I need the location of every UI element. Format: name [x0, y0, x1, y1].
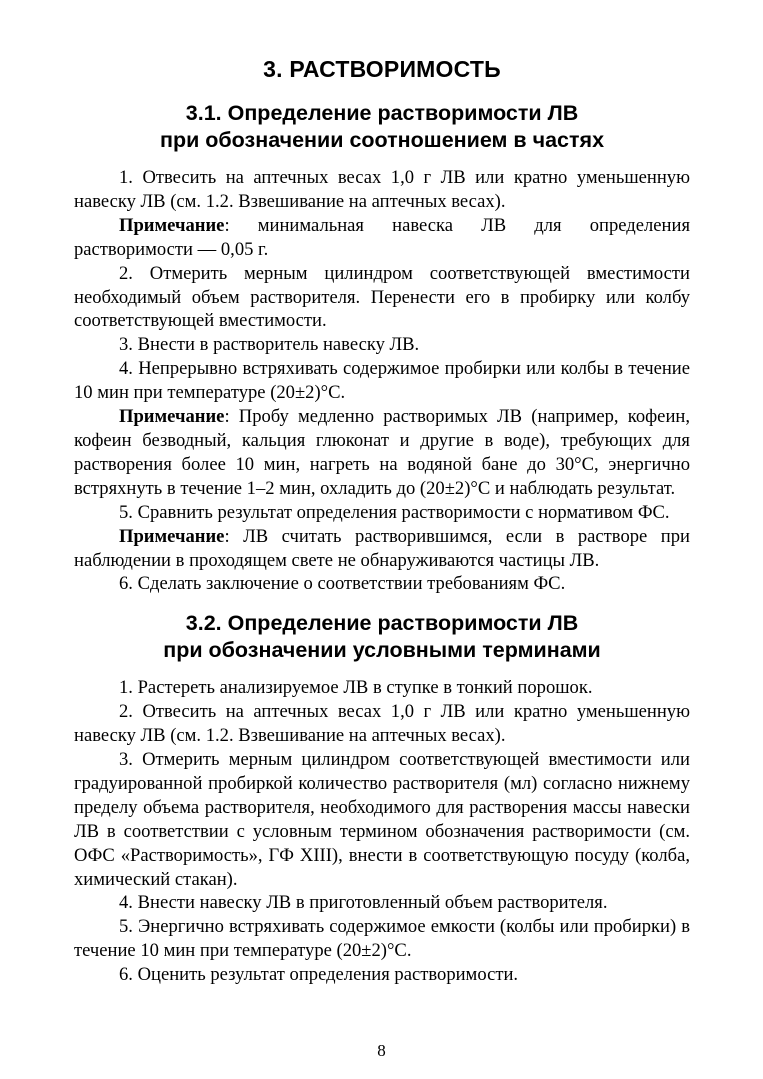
- section-1-paragraph: [74, 572, 690, 596]
- note-label: Примечание: [119, 214, 225, 236]
- paragraph-text: 1. Отвесить на аптечных весах 1,0 г ЛВ или кратно уменьшенную навеску ЛВ (см. 1.2. Взвешивание на аптечных весах).: [74, 167, 690, 212]
- paragraph-text: 6. Оценить результат определения растворимости.: [119, 964, 519, 986]
- paragraph-text: 3. Внести в растворитель навеску ЛВ.: [119, 334, 420, 356]
- section-2-paragraph: [74, 963, 690, 987]
- section-2-paragraph: [74, 748, 690, 891]
- section-2-paragraph: [74, 700, 690, 748]
- chapter-title: 3. РАСТВОРИМОСТЬ: [263, 56, 501, 82]
- section-2-title: [74, 610, 690, 664]
- paragraph-text: 2. Отмерить мерным цилиндром соответствующей вместимости необходимый объем растворителя. Перенести его в пробирку или колбу соответствующей вместимости.: [74, 262, 690, 332]
- note-text: : минимальная навеска ЛВ для определения растворимости — 0,05 г.: [74, 214, 690, 260]
- page-number: 8: [377, 1041, 386, 1060]
- paragraph-text: 1. Растереть анализируемое ЛВ в ступке в тонкий порошок.: [119, 677, 593, 699]
- paragraph-text: 5. Энергично встряхивать содержимое емкости (колбы или пробирки) в течение 10 мин при температуре (20±2)°С.: [74, 916, 690, 962]
- note-label: Примечание: [119, 406, 225, 428]
- section-1-note: [74, 214, 690, 262]
- section-1-note: [74, 405, 690, 501]
- section-1-paragraph: [74, 357, 690, 405]
- section-2-paragraph: [74, 915, 690, 963]
- note-label: Примечание: [119, 525, 225, 547]
- paragraph-text: 6. Сделать заключение о соответствии требованиям ФС.: [119, 573, 566, 595]
- paragraph-text: 4. Непрерывно встряхивать содержимое пробирки или колбы в течение 10 мин при температуре (20±2)°С.: [74, 358, 690, 404]
- note-text: : ЛВ считать растворившимся, если в растворе при наблюдении в проходящем свете не обнаруживаются частицы ЛВ.: [74, 525, 690, 571]
- section-1-note: [74, 525, 690, 573]
- section-1-title: [74, 100, 690, 154]
- section-1-paragraph: [74, 333, 690, 357]
- paragraph-text: 2. Отвесить на аптечных весах 1,0 г ЛВ или кратно уменьшенную навеску ЛВ (см. 1.2. Взвешивание на аптечных весах).: [74, 701, 690, 747]
- section-2-title-line-2: при обозначении условными терминами: [163, 638, 601, 663]
- section-2-title-line-1: 3.2. Определение растворимости ЛВ: [185, 611, 579, 636]
- paragraph-text: 3. Отмерить мерным цилиндром соответствующей вместимости или градуированной пробиркой количество растворителя (мл) согласно нижнему пределу объема растворителя, необходимого для растворения массы навески ЛВ в соответствии с условным термином обозначения растворимости (см. ОФС «Растворимость», ГФ XIII), внести в соответствующую посуду (колба, химический стакан).: [74, 749, 690, 890]
- paragraph-text: 5. Сравнить результат определения растворимости с нормативом ФС.: [119, 501, 670, 523]
- section-1-paragraph: [74, 166, 690, 214]
- section-1-paragraph: [74, 262, 690, 334]
- section-2-paragraph: [74, 891, 690, 915]
- page-content: [74, 54, 690, 987]
- section-1-title-line-1: 3.1. Определение растворимости ЛВ: [185, 101, 579, 125]
- paragraph-text: 4. Внести навеску ЛВ в приготовленный объем растворителя.: [119, 892, 608, 914]
- note-text: : Пробу медленно растворимых ЛВ (например, кофеин, кофеин безводный, кальция глюконат и другие в воде), требующих для растворения более 10 мин, нагреть на водяной бане до 30°С, энергично встряхнуть в течение 1–2 мин, охладить до (20±2)°С и наблюдать результат.: [74, 406, 690, 499]
- section-1-title-line-2: при обозначении соотношением в частях: [159, 128, 605, 152]
- section-2-paragraph: [74, 676, 690, 700]
- section-1-paragraph: [74, 501, 690, 525]
